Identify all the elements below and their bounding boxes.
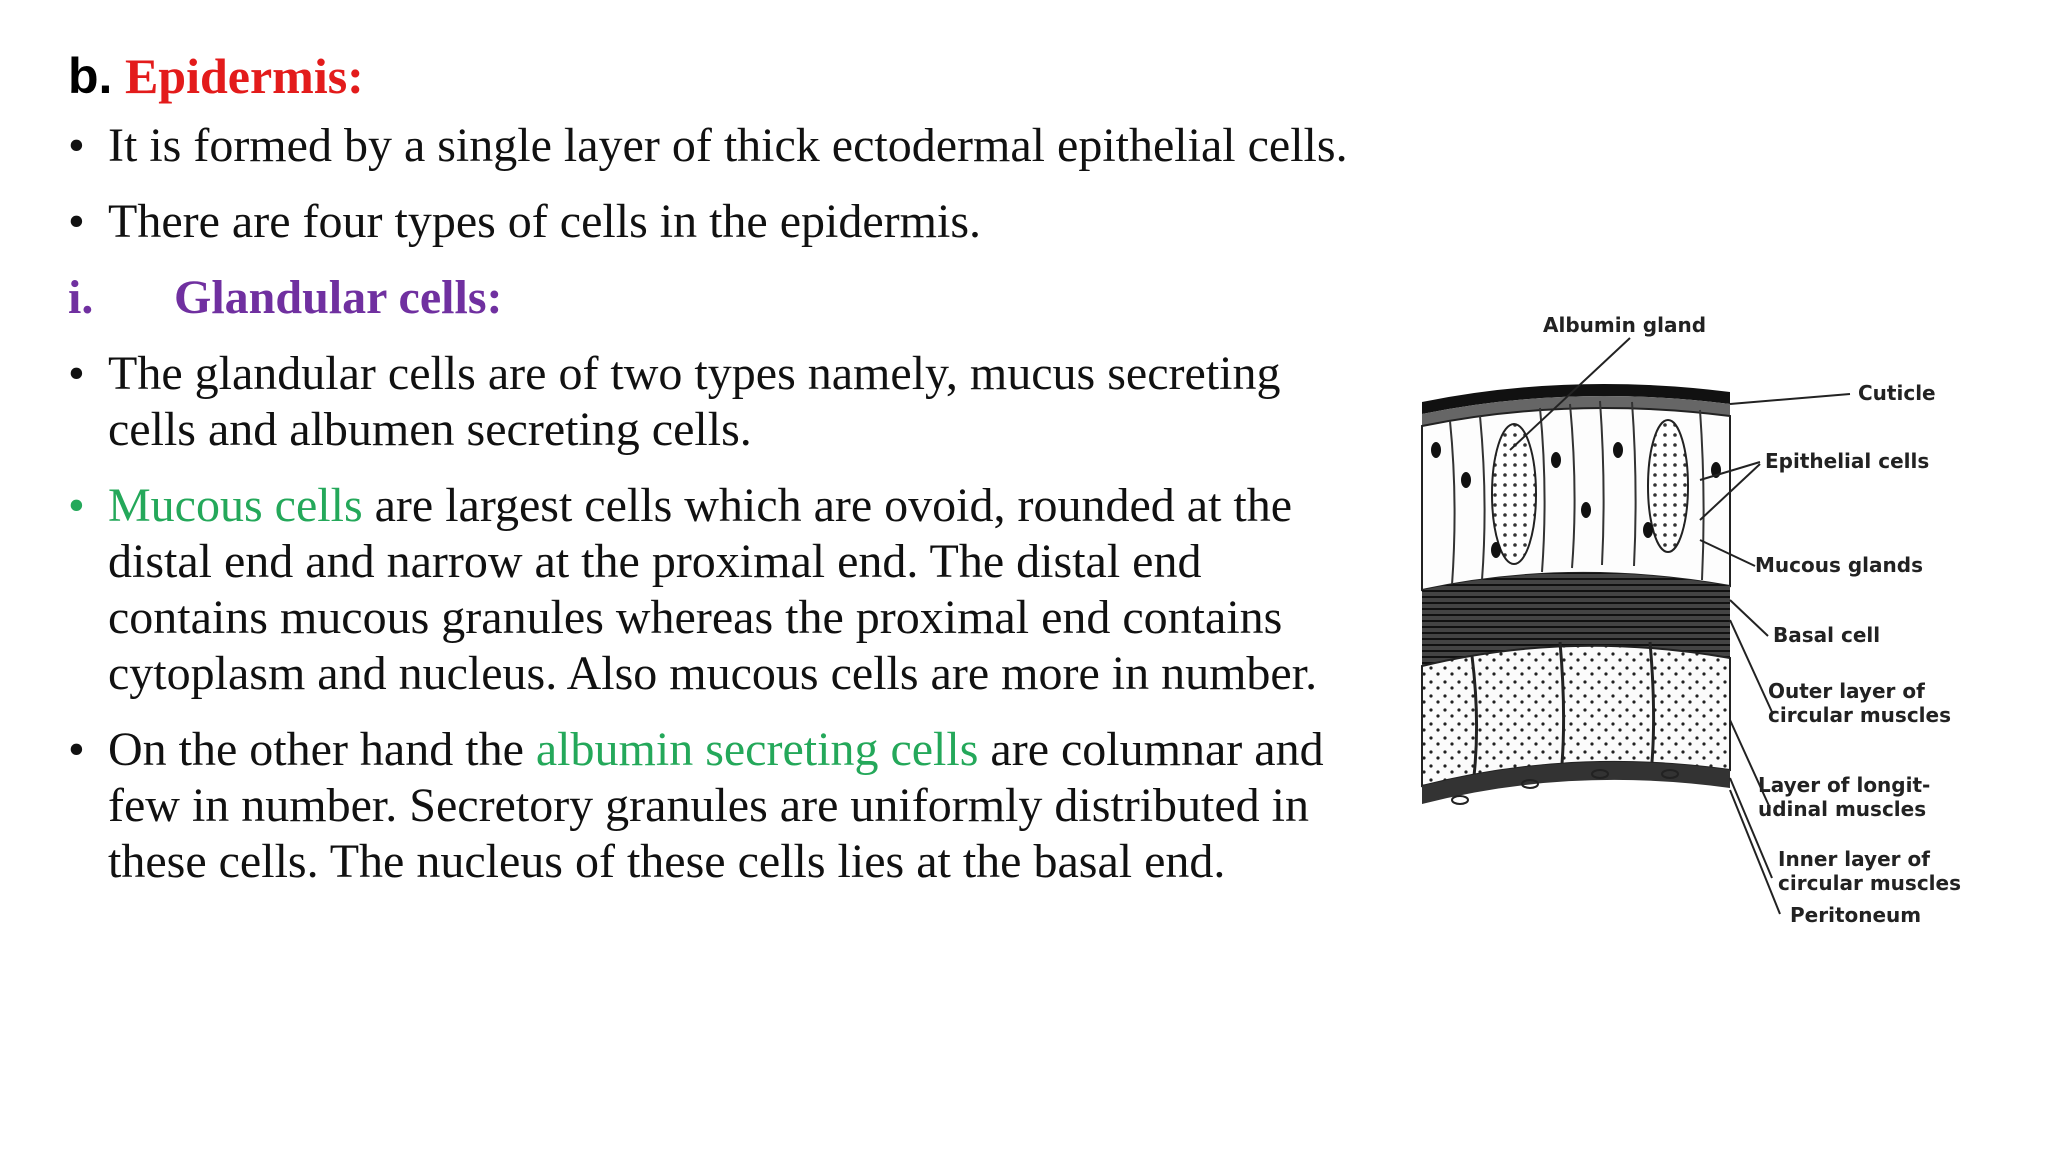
label-inner-circular-1: Inner layer of xyxy=(1778,847,1930,871)
label-basal-cell: Basal cell xyxy=(1773,623,1881,647)
bullet-albumin-cells xyxy=(68,722,1368,890)
body-wall-diagram xyxy=(1400,300,2040,940)
bullet-mucous-cells xyxy=(68,478,1368,702)
label-inner-circular-2: circular muscles xyxy=(1778,871,1962,895)
bullet-marker: • xyxy=(68,195,85,248)
subheading-numeral: i. xyxy=(68,271,94,324)
bullet-text: There are four types of cells in the epidermis. xyxy=(108,195,981,248)
subheading-label: Glandular cells: xyxy=(174,271,503,324)
mucous-gland-right xyxy=(1648,420,1688,552)
albumin-cells-term: albumin secreting cells xyxy=(535,723,979,776)
bullet-text: are columnar and few in number. Secretory granules are uniformly distributed in these cells. The nucleus of these cells lies at the basal end. xyxy=(108,723,1324,888)
label-mucous-glands: Mucous glands xyxy=(1755,553,1923,577)
text-column xyxy=(68,44,1368,910)
label-outer-circular-2: circular muscles xyxy=(1768,703,1952,727)
bullet-text: are largest cells which are ovoid, rounded at the distal end and narrow at the proximal end. The distal end contains mucous granules whereas the proximal end contains cytoplasm and nucleus. Also mucous cells are more in number. xyxy=(108,479,1318,700)
subheading-glandular xyxy=(68,270,1368,326)
label-epithelial-cells: Epithelial cells xyxy=(1765,449,1930,473)
label-cuticle: Cuticle xyxy=(1858,381,1936,405)
label-outer-circular-1: Outer layer of xyxy=(1768,679,1925,703)
bullet-glandular-types xyxy=(68,346,1368,458)
bullet-four-types xyxy=(68,194,1368,250)
bullet-single-layer xyxy=(68,118,1368,174)
bullet-marker: • xyxy=(68,479,85,532)
section-heading xyxy=(68,44,1368,108)
bullet-marker: • xyxy=(68,347,85,400)
label-longitudinal-2: udinal muscles xyxy=(1758,797,1927,821)
label-longitudinal-1: Layer of longit- xyxy=(1758,773,1931,797)
bullet-text: The glandular cells are of two types namely, mucus secreting cells and albumen secreting cells. xyxy=(108,347,1281,456)
label-peritoneum: Peritoneum xyxy=(1790,903,1922,927)
section-title: Epidermis: xyxy=(124,48,364,104)
label-albumin-gland: Albumin gland xyxy=(1543,313,1707,337)
bullet-marker: • xyxy=(68,723,85,776)
bullet-marker: • xyxy=(68,119,85,172)
mucous-cells-term: Mucous cells xyxy=(108,479,363,532)
bullet-text: It is formed by a single layer of thick ectodermal epithelial cells. xyxy=(108,119,1348,172)
bullet-text-pre: On the other hand the xyxy=(108,723,536,776)
section-prefix: b. xyxy=(68,48,113,104)
